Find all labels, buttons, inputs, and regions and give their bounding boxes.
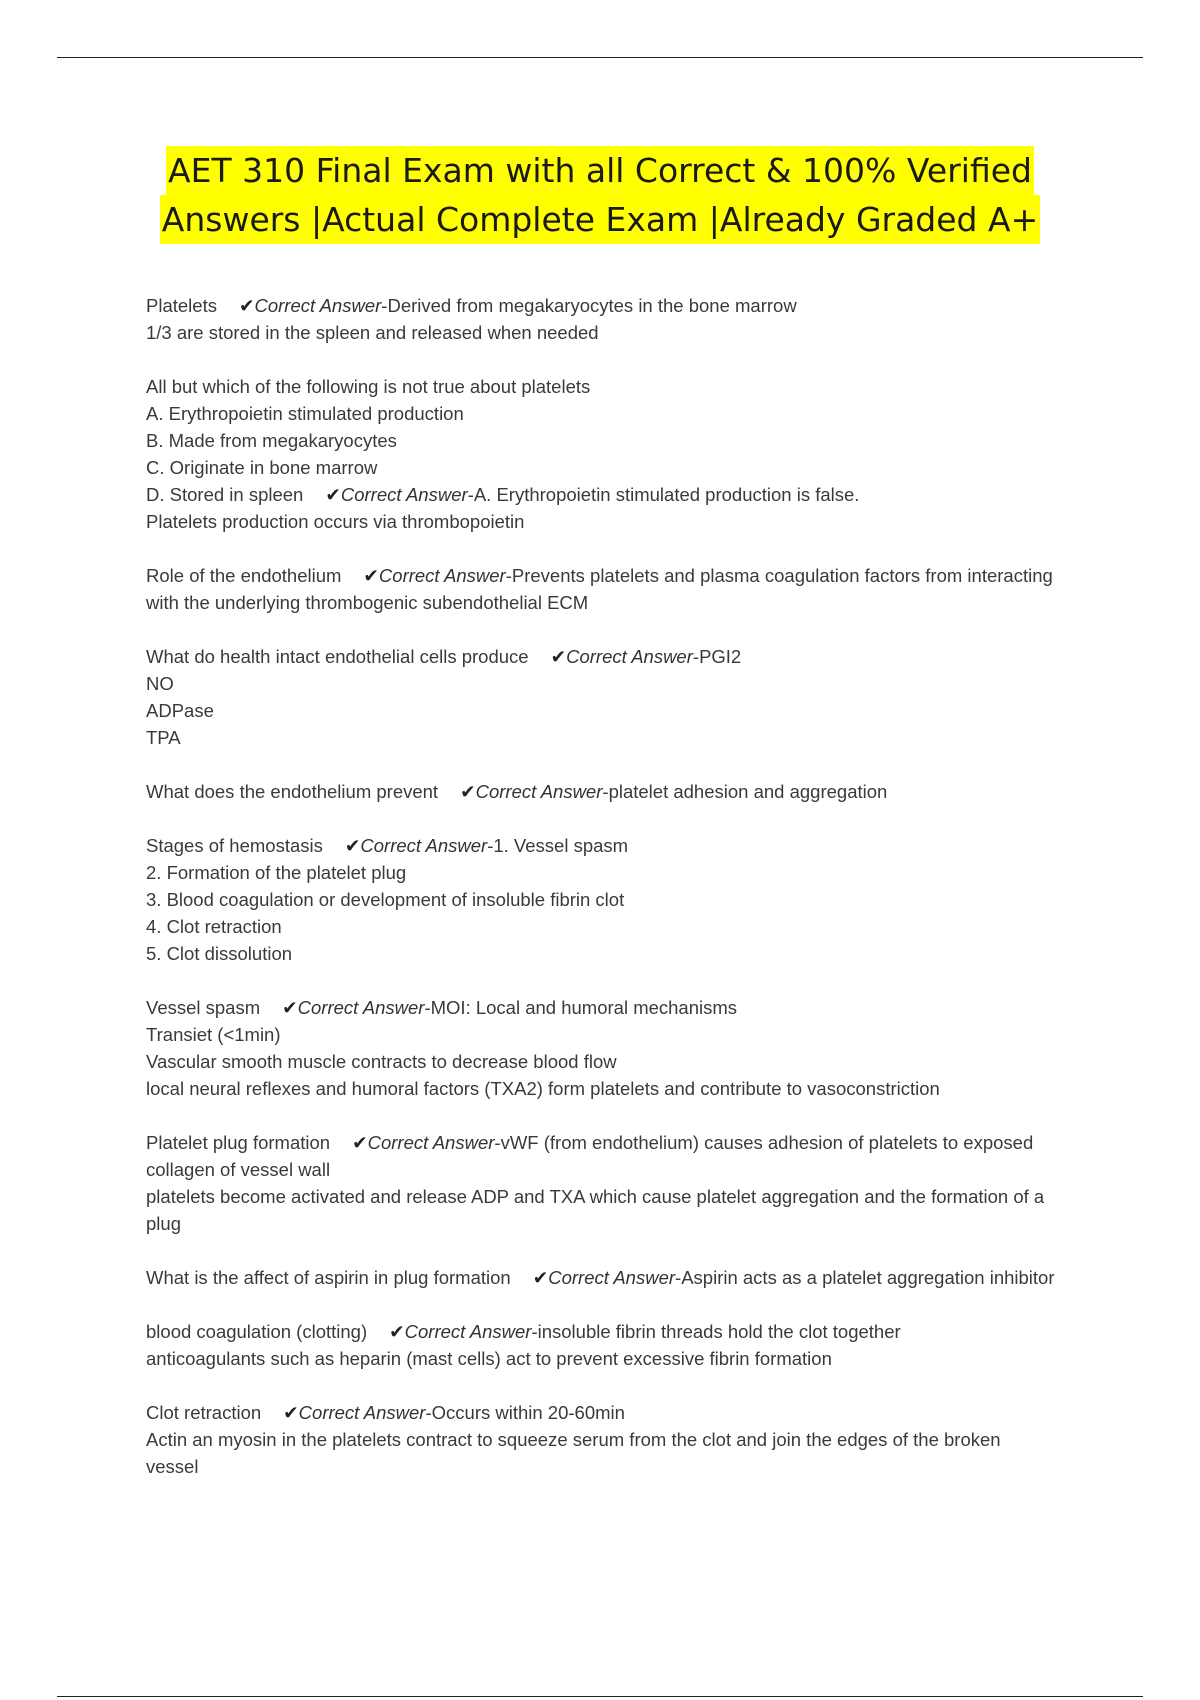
option-b: B. Made from megakaryocytes <box>146 430 397 451</box>
correct-answer-label: Correct Answer <box>378 565 506 586</box>
answer-detail-line: 1/3 are stored in the spleen and released when needed <box>146 322 599 343</box>
answer-text: Derived from megakaryocytes in the bone marrow <box>387 295 797 316</box>
answer-text: Prevents platelets and plasma coagulation factors from interacting with the underlying thrombogenic subendothelial ECM <box>146 565 1053 613</box>
answer-text: Occurs within 20-60min <box>431 1402 625 1423</box>
answer-detail-line: NO <box>146 673 174 694</box>
option-a: A. Erythropoietin stimulated production <box>146 403 464 424</box>
qa-item <box>146 1264 1056 1291</box>
option-d: D. Stored in spleen <box>146 484 304 505</box>
qa-item <box>146 994 1056 1102</box>
answer-separator: - <box>425 1402 432 1423</box>
bottom-rule <box>57 1696 1143 1697</box>
qa-item <box>146 778 1056 805</box>
correct-answer-label: Correct Answer <box>254 295 382 316</box>
answer-separator: - <box>692 646 700 667</box>
answer-detail-line: 4. Clot retraction <box>146 916 282 937</box>
qa-item <box>146 292 1056 346</box>
check-mark-icon: ✔ <box>325 484 341 505</box>
question-line: All but which of the following is not true about platelets <box>146 376 591 397</box>
answer-detail-line: 2. Formation of the platelet plug <box>146 862 407 883</box>
qa-item <box>146 1318 1056 1372</box>
correct-answer-label: Correct Answer <box>475 781 603 802</box>
answer-text: MOI: Local and humoral mechanisms <box>430 997 738 1018</box>
correct-answer-label: Correct Answer <box>298 1402 426 1423</box>
check-mark-icon: ✔ <box>352 1132 368 1153</box>
correct-answer-label: Correct Answer <box>367 1132 495 1153</box>
qa-item <box>146 1399 1056 1480</box>
title-line-1: AET 310 Final Exam with all Correct & 100% Verified <box>166 146 1034 195</box>
question-text: Role of the endothelium <box>146 565 342 586</box>
answer-detail-line: local neural reflexes and humoral factors (TXA2) form platelets and contribute to vasoconstriction <box>146 1078 940 1099</box>
answer-separator: - <box>381 295 388 316</box>
option-c: C. Originate in bone marrow <box>146 457 378 478</box>
top-rule <box>57 57 1143 58</box>
answer-separator: - <box>424 997 431 1018</box>
correct-answer-label: Correct Answer <box>360 835 488 856</box>
question-text: Platelet plug formation <box>146 1132 331 1153</box>
question-text: Stages of hemostasis <box>146 835 323 856</box>
question-text: Clot retraction <box>146 1402 262 1423</box>
correct-answer-label: Correct Answer <box>548 1267 676 1288</box>
correct-answer-label: Correct Answer <box>404 1321 532 1342</box>
question-text: Platelets <box>146 295 217 316</box>
answer-separator: - <box>505 565 512 586</box>
question-text: What does the endothelium prevent <box>146 781 439 802</box>
answer-detail-line: 5. Clot dissolution <box>146 943 293 964</box>
answer-text: Aspirin acts as a platelet aggregation inhibitor <box>681 1267 1055 1288</box>
qa-item <box>146 1129 1056 1237</box>
check-mark-icon: ✔ <box>550 646 567 667</box>
question-text: blood coagulation (clotting) <box>146 1321 368 1342</box>
answer-detail-line: ADPase <box>146 700 214 721</box>
qa-list <box>146 292 1056 1507</box>
correct-answer-label: Correct Answer <box>340 484 468 505</box>
answer-detail-line: platelets become activated and release ADP and TXA which cause platelet aggregation and the formation of a plug <box>146 1186 1045 1234</box>
correct-answer-label: Correct Answer <box>566 646 693 667</box>
answer-separator: - <box>531 1321 538 1342</box>
qa-item <box>146 373 1056 535</box>
answer-text: platelet adhesion and aggregation <box>608 781 888 802</box>
qa-item <box>146 562 1056 616</box>
check-mark-icon: ✔ <box>363 565 379 586</box>
answer-detail-line: Platelets production occurs via thrombopoietin <box>146 511 525 532</box>
answer-separator: - <box>602 781 609 802</box>
answer-detail-line: TPA <box>146 727 181 748</box>
answer-separator: - <box>494 1132 501 1153</box>
answer-separator: - <box>675 1267 682 1288</box>
answer-detail-line: anticoagulants such as heparin (mast cells) act to prevent excessive fibrin formation <box>146 1348 832 1369</box>
answer-text: PGI2 <box>699 646 742 667</box>
answer-separator: - <box>467 484 474 505</box>
check-mark-icon: ✔ <box>389 1321 405 1342</box>
check-mark-icon: ✔ <box>532 1267 549 1288</box>
answer-detail-line: Actin an myosin in the platelets contract to squeeze serum from the clot and join the edges of the broken vessel <box>146 1429 1001 1477</box>
question-text: Vessel spasm <box>146 997 261 1018</box>
check-mark-icon: ✔ <box>282 997 298 1018</box>
answer-detail-line: Transiet (<1min) <box>146 1024 281 1045</box>
qa-item <box>146 643 1056 751</box>
answer-text: vWF (from endothelium) causes adhesion of platelets to exposed collagen of vessel wall <box>146 1132 1034 1180</box>
answer-separator: - <box>487 835 494 856</box>
check-mark-icon: ✔ <box>460 781 476 802</box>
check-mark-icon: ✔ <box>283 1402 299 1423</box>
answer-detail-line: 3. Blood coagulation or development of insoluble fibrin clot <box>146 889 625 910</box>
correct-answer-label: Correct Answer <box>297 997 425 1018</box>
answer-detail-line: Vascular smooth muscle contracts to decrease blood flow <box>146 1051 617 1072</box>
document-title <box>0 146 1200 244</box>
check-mark-icon: ✔ <box>344 835 361 856</box>
question-text: What do health intact endothelial cells produce <box>146 646 529 667</box>
answer-text: insoluble fibrin threads hold the clot together <box>537 1321 901 1342</box>
qa-item <box>146 832 1056 967</box>
title-line-2: Answers |Actual Complete Exam |Already Graded A+ <box>160 195 1040 244</box>
question-text: What is the affect of aspirin in plug formation <box>146 1267 511 1288</box>
answer-text: A. Erythropoietin stimulated production is false. <box>473 484 860 505</box>
answer-text: 1. Vessel spasm <box>493 835 629 856</box>
check-mark-icon: ✔ <box>238 295 255 316</box>
